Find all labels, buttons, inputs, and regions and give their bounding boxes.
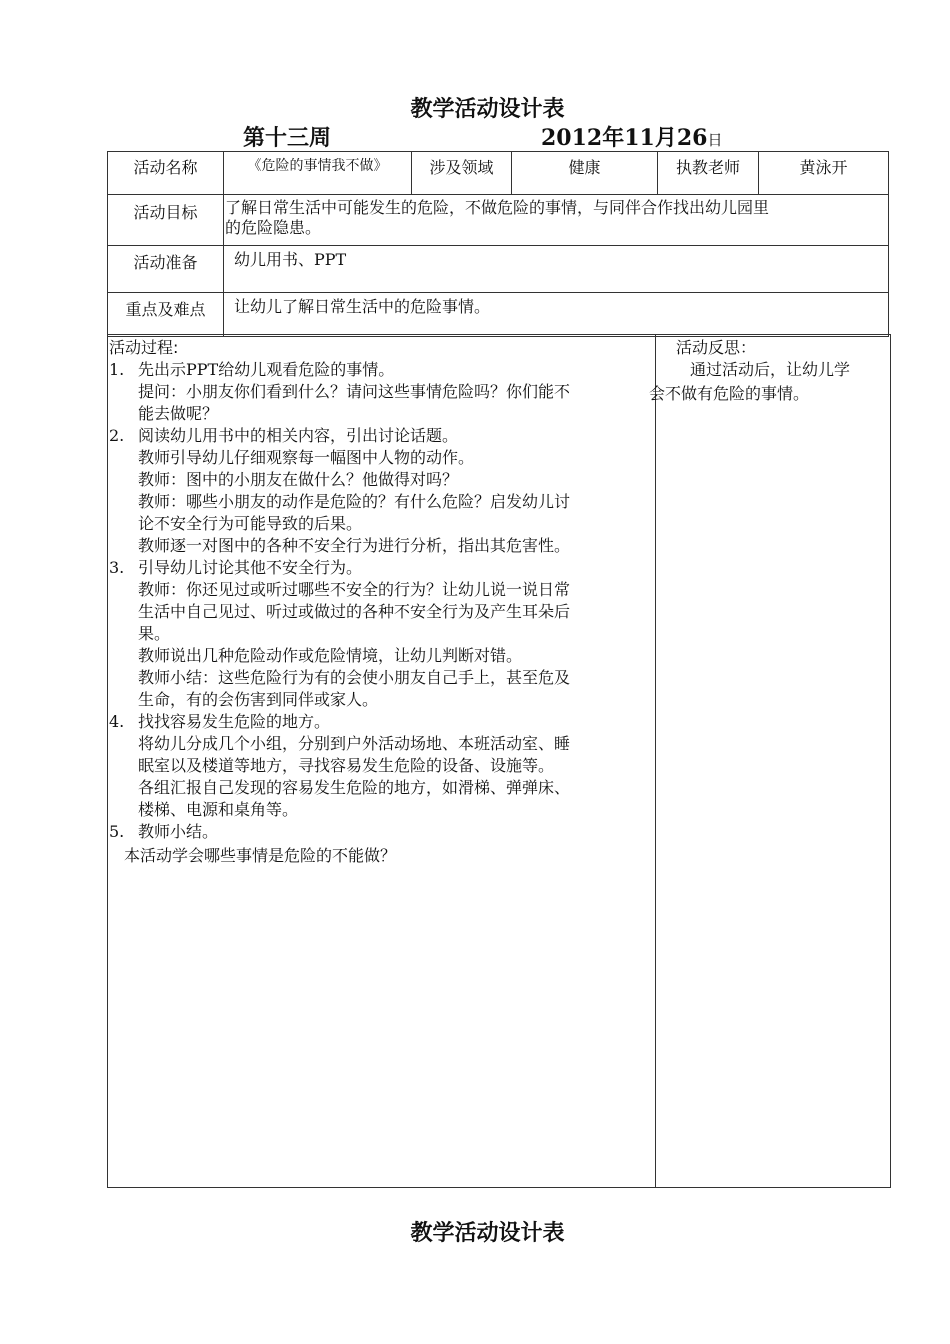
step-line: 找找容易发生危险的地方。 xyxy=(138,712,331,731)
step-line: 教师：你还见过或听过哪些不安全的行为？让幼儿说一说日常 xyxy=(138,580,571,599)
step-number: 1. xyxy=(109,360,125,379)
row-prep xyxy=(108,245,888,292)
step-number: 3. xyxy=(109,558,125,577)
info-table xyxy=(107,151,889,337)
reflection-section xyxy=(649,337,891,405)
date-main: 2012年11月26 xyxy=(541,125,708,151)
step-line: 引导幼儿讨论其他不安全行为。 xyxy=(138,558,363,577)
process-step xyxy=(108,557,656,711)
week-label: 第十三周 xyxy=(243,125,332,151)
step-line: 生命，有的会伤害到同伴或家人。 xyxy=(138,690,379,709)
step-line: 教师小结：这些危险行为有的会使小朋友自己手上，甚至危及 xyxy=(138,668,571,687)
step-line: 先出示PPT给幼儿观看危险的事情。 xyxy=(138,360,395,379)
domain-label: 涉及领域 xyxy=(411,152,511,194)
reflection-line-2: 会不做有危险的事情。 xyxy=(649,384,810,403)
row-goal xyxy=(108,194,888,245)
focus-label: 重点及难点 xyxy=(125,300,206,319)
step-line: 各组汇报自己发现的容易发生危险的地方，如滑梯、弹弹床、 xyxy=(138,778,571,797)
process-step xyxy=(108,821,656,843)
step-number: 4. xyxy=(109,712,125,731)
step-line: 生活中自己见过、听过或做过的各种不安全行为及产生耳朵后 xyxy=(138,602,571,621)
reflection-line-1: 通过活动后，让幼儿学 xyxy=(690,360,851,379)
process-step xyxy=(108,711,656,821)
step-line: 楼梯、电源和桌角等。 xyxy=(138,800,299,819)
step-line: 教师小结。 xyxy=(138,822,219,841)
next-page-title: 教学活动设计表 xyxy=(410,1220,565,1246)
process-table xyxy=(107,334,891,1188)
page-title: 教学活动设计表 xyxy=(410,96,565,122)
goal-label: 活动目标 xyxy=(133,203,198,222)
step-line: 阅读幼儿用书中的相关内容，引出讨论话题。 xyxy=(138,426,459,445)
step-line: 将幼儿分成几个小组，分别到户外活动场地、本班活动室、睡 xyxy=(138,734,571,753)
goal-line-2: 的危险隐患。 xyxy=(225,218,322,237)
step-line: 提问：小朋友你们看到什么？请问这些事情危险吗？你们能不 xyxy=(138,382,571,401)
process-section xyxy=(108,337,656,867)
step-line: 教师引导幼儿仔细观察每一幅图中人物的动作。 xyxy=(138,448,475,467)
step-line: 眠室以及楼道等地方，寻找容易发生危险的设备、设施等。 xyxy=(138,756,555,775)
step-number: 5. xyxy=(109,822,125,841)
goal-line-1: 了解日常生活中可能发生的危险，不做危险的事情，与同伴合作找出幼儿园里 xyxy=(225,198,770,217)
step-line: 果。 xyxy=(138,624,171,643)
date-suffix: 日 xyxy=(707,131,723,149)
process-heading: 活动过程: xyxy=(109,338,179,357)
prep-value: 幼儿用书、PPT xyxy=(223,246,888,292)
step-line: 教师逐一对图中的各种不安全行为进行分析，指出其危害性。 xyxy=(138,536,571,555)
teacher-value: 黄泳开 xyxy=(758,152,888,194)
step-line: 教师说出几种危险动作或危险情境，让幼儿判断对错。 xyxy=(138,646,523,665)
process-closing: 本活动学会哪些事情是危险的不能做？ xyxy=(124,846,397,865)
domain-value: 健康 xyxy=(511,152,657,194)
process-step xyxy=(108,359,656,425)
step-line: 教师：图中的小朋友在做什么？他做得对吗？ xyxy=(138,470,459,489)
row-focus xyxy=(108,292,888,336)
reflection-heading: 活动反思： xyxy=(676,338,757,357)
step-number: 2. xyxy=(109,426,125,445)
process-step xyxy=(108,425,656,557)
name-value: 《危险的事情我不做》 xyxy=(223,152,411,194)
date-label xyxy=(541,121,722,152)
teacher-label: 执教老师 xyxy=(657,152,758,194)
step-line: 论不安全行为可能导致的后果。 xyxy=(138,514,363,533)
focus-value: 让幼儿了解日常生活中的危险事情。 xyxy=(223,293,888,336)
step-line: 教师：哪些小朋友的动作是危险的？有什么危险？启发幼儿讨 xyxy=(138,492,571,511)
prep-label: 活动准备 xyxy=(133,253,198,272)
name-label: 活动名称 xyxy=(133,158,198,177)
step-line: 能去做呢？ xyxy=(138,404,219,423)
row-activity-name xyxy=(108,152,888,194)
goal-value xyxy=(223,195,888,245)
